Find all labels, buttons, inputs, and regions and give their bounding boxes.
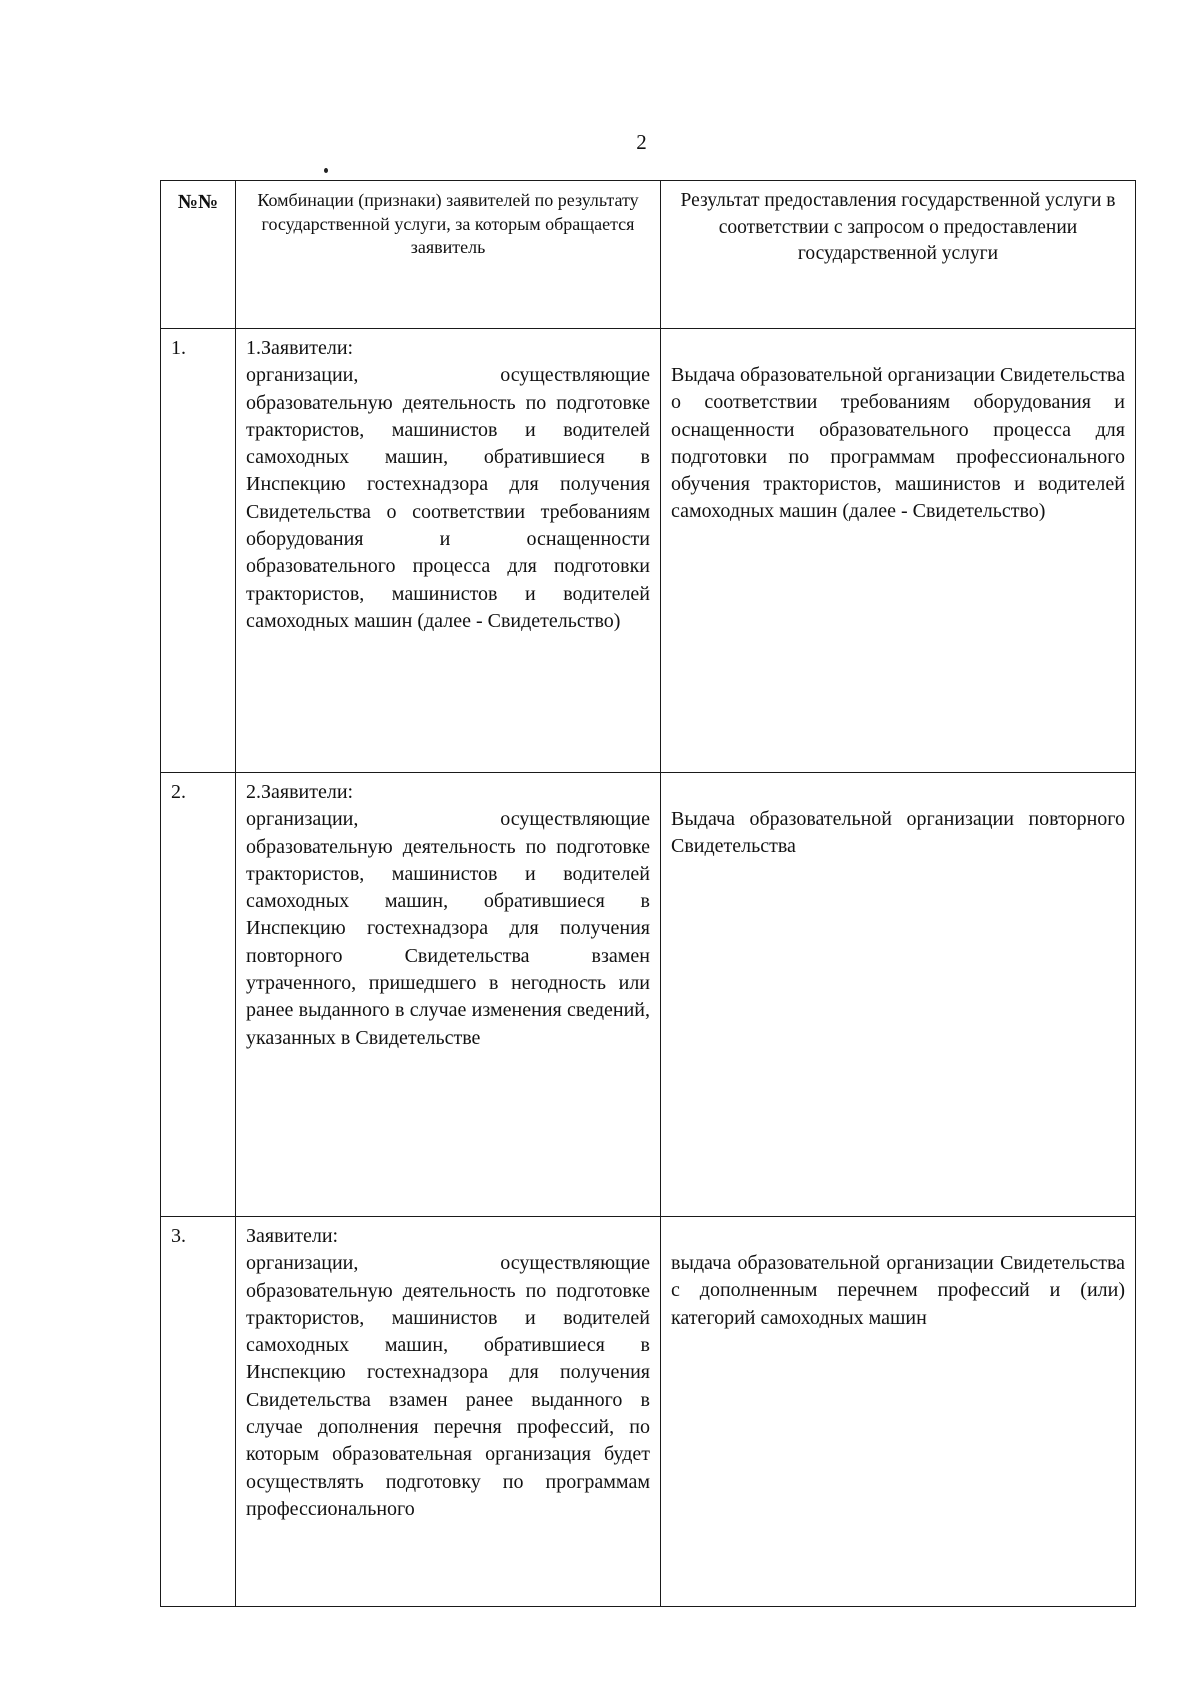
row-number: 2. (161, 773, 236, 1217)
table-header-row (161, 181, 1136, 329)
page-number: 2 (636, 130, 647, 154)
scan-speck (324, 168, 328, 173)
table-row (161, 773, 1136, 1217)
header-combinations: Комбинации (признаки) заявителей по результату государственной услуги, за которым обращается заявитель (236, 181, 661, 329)
applicants-cell (236, 773, 661, 1217)
header-number: №№ (161, 181, 236, 329)
header-result: Результат предоставления государственной услуги в соответствии с запросом о предоставлении государственной услуги (661, 181, 1136, 329)
applicants-heading: Заявители: (246, 1225, 339, 1247)
result-cell: Выдача образовательной организации Свидетельства о соответствии требованиям оборудования и оснащенности образовательного процесса для подготовки по программам профессионального обучения трактористов, машинистов и водителей самоходных машин (далее - Свидетельство) (661, 329, 1136, 773)
row-number: 1. (161, 329, 236, 773)
table-row (161, 329, 1136, 773)
applicants-heading: 2.Заявители: (246, 781, 354, 803)
services-table (160, 180, 1136, 1607)
applicants-text: организации, осуществляющие образовательную деятельность по подготовке трактористов, машинистов и водителей самоходных машин, обратившиеся в Инспекцию гостехнадзора для получения Свидетельства взамен ранее выданного в случае дополнения перечня профессий, по которым образовательная организация будет осуществлять подготовку по программам профессионального (246, 1252, 650, 1520)
row-number: 3. (161, 1217, 236, 1607)
applicants-text: организации, осуществляющие образовательную деятельность по подготовке трактористов, машинистов и водителей самоходных машин, обратившиеся в Инспекцию гостехнадзора для получения повторного Свидетельства взамен утраченного, пришедшего в негодность или ранее выданного в случае изменения сведений, указанных в Свидетельстве (246, 808, 650, 1049)
applicants-text: организации, осуществляющие образовательную деятельность по подготовке трактористов, машинистов и водителей самоходных машин, обратившиеся в Инспекцию гостехнадзора для получения Свидетельства о соответствии требованиям оборудования и оснащенности образовательного процесса для подготовки трактористов, машинистов и водителей самоходных машин (далее - Свидетельство) (246, 364, 650, 632)
result-cell: выдача образовательной организации Свидетельства с дополненным перечнем профессий и (или) категорий самоходных машин (661, 1217, 1136, 1607)
table-row (161, 1217, 1136, 1607)
applicants-cell (236, 1217, 661, 1607)
applicants-cell (236, 329, 661, 773)
result-cell: Выдача образовательной организации повторного Свидетельства (661, 773, 1136, 1217)
applicants-heading: 1.Заявители: (246, 337, 354, 359)
